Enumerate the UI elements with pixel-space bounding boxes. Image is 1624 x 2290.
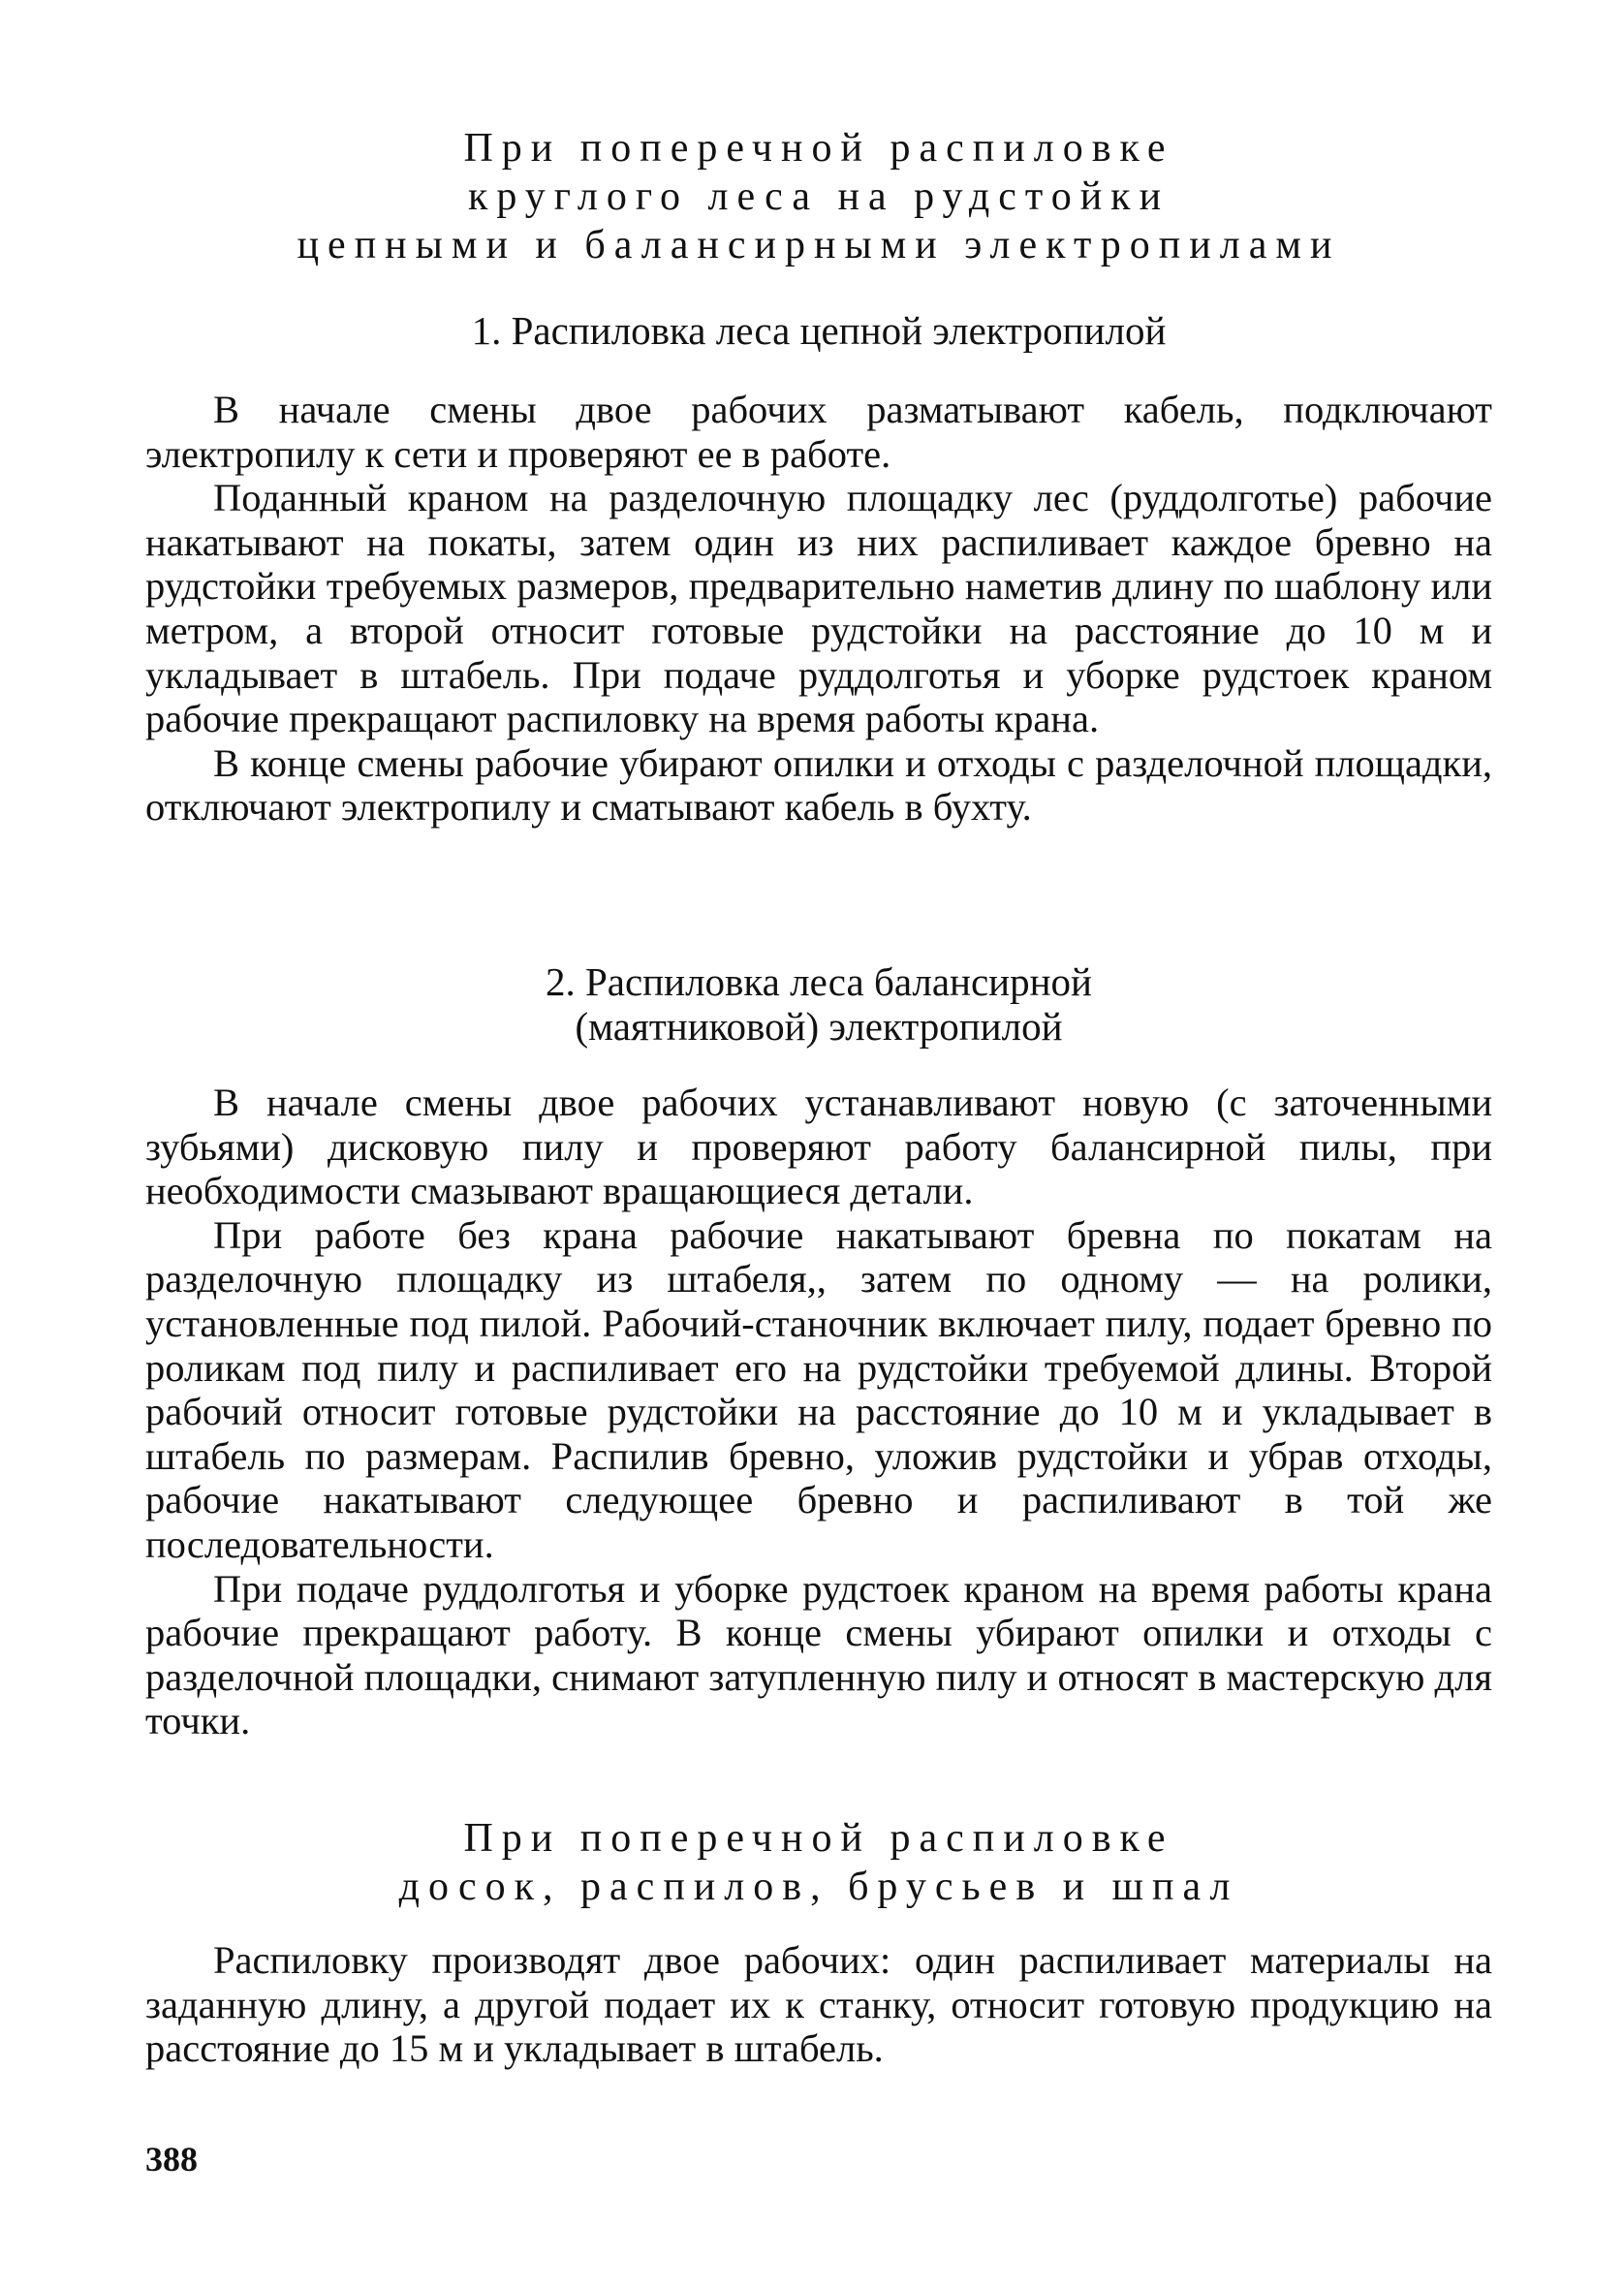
- document-page: [145, 0, 1492, 2290]
- subsection-1-title: 1. Распиловка леса цепной электропилой: [471, 308, 1167, 353]
- page-number: 388: [145, 2140, 198, 2179]
- paragraph: Распиловку производят двое рабочих: один распиливает материалы на заданную длину, а другой подает их к станку, относит готовую продукцию на расстояние до 15 м и укладывает в штабель.: [145, 1938, 1492, 2071]
- paragraph: Поданный краном на разделочную площадку лес (руддолготье) рабочие накатывают на покаты, затем один из них распиливает каждое бревно на рудстойки требуемых размеров, предварительно наметив длину по шаблону или метром, а второй относит готовые рудстойки на расстояние до 10 м и укладывает в штабель. При подаче руддолготья и уборке рудстоек краном рабочие прекращают распиловку на время работы крана.: [145, 476, 1492, 741]
- subsection-title-line: (маятниковой) электропилой: [575, 1004, 1063, 1049]
- section-1-heading: [145, 124, 1492, 269]
- heading-line: При поперечной распиловке: [463, 126, 1174, 171]
- section-2-body: [145, 1938, 1492, 2071]
- paragraph: При работе без крана рабочие накатывают бревна по покатам на разделочную площадку из штабеля,, затем по одному — на ролики, установленные под пилой. Рабочий-станочник включает пилу, подает бревно по роликам под пилу и распиливает его на рудстойки требуемой длины. Второй рабочий относит готовые рудстойки на расстояние до 10 м и укладывает в штабель по размерам. Распилив бревно, уложив рудстойки и убрав отходы, рабочие накатывают следующее бревно и распиливают в той же последовательности.: [145, 1212, 1492, 1566]
- subsection-2-title: [145, 959, 1492, 1049]
- subsection-title-line: 2. Распиловка леса балансирной: [545, 959, 1092, 1004]
- subsection-2-body: [145, 1081, 1492, 1743]
- section-2-heading: [145, 1814, 1492, 1911]
- heading-line: При поперечной распиловке: [463, 1816, 1174, 1861]
- paragraph: В начале смены двое рабочих разматывают кабель, подключают электропилу к сети и проверяют ее в работе.: [145, 388, 1492, 476]
- heading-line: досок, распилов, брусьев и шпал: [398, 1865, 1239, 1909]
- heading-line: цепными и балансирными электропилами: [297, 223, 1341, 267]
- paragraph: При подаче руддолготья и уборке рудстоек краном на время работы крана рабочие прекращают работу. В конце смены убирают опилки и отходы с разделочной площадки, снимают затупленную пилу и относят в мастерскую для точки.: [145, 1566, 1492, 1743]
- paragraph: В конце смены рабочие убирают опилки и отходы с разделочной площадки, отключают электропилу и сматывают кабель в бухту.: [145, 740, 1492, 830]
- subsection-1-body: [145, 388, 1492, 830]
- paragraph: В начале смены двое рабочих устанавливают новую (с заточенными зубьями) дисковую пилу и проверяют работу балансирной пилы, при необходимости смазывают вращающиеся детали.: [145, 1081, 1492, 1213]
- heading-line: круглого леса на рудстойки: [467, 174, 1171, 219]
